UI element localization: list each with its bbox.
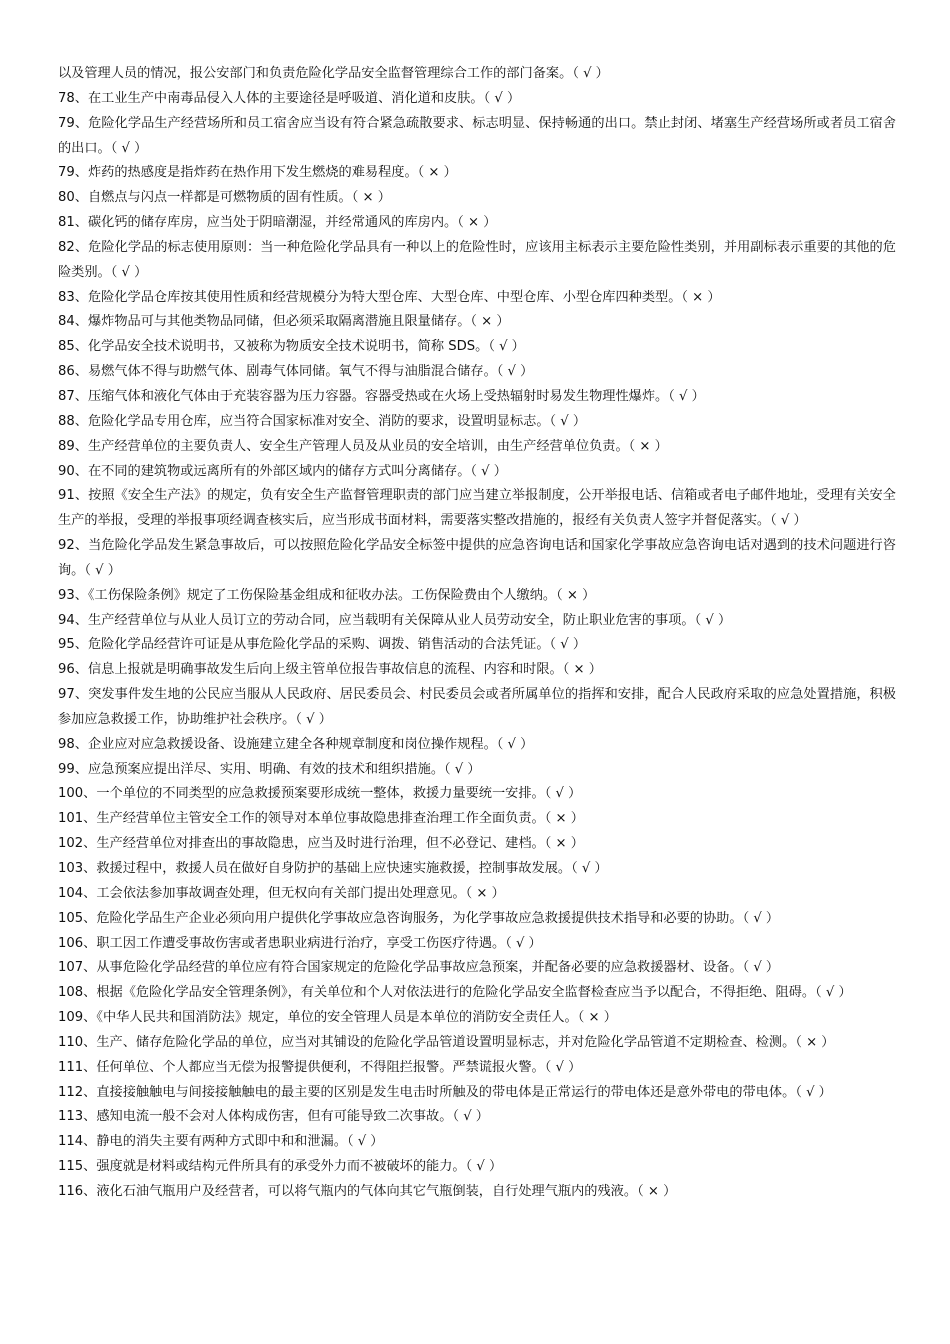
question-item: 以及管理人员的情况，报公安部门和负责危险化学品安全监督管理综合工作的部门备案。（ √ ） [58,66,609,81]
question-item: 78、在工业生产中南毒品侵入人体的主要途径是呼吸道、消化道和皮肤。（ √ ） [58,90,521,106]
question-item: 105、危险化学品生产企业必须向用户提供化学事故应急咨询服务，为化学事故应急救援提供技术指导和必要的协助。（ √ ） [58,910,780,926]
question-item: 109、《中华人民共和国消防法》规定，单位的安全管理人员是本单位的消防安全责任人。（ × ） [58,1010,617,1026]
question-item: 112、直接接触触电与间接接触触电的最主要的区别是发生电击时所触及的带电体是正常运行的带电体还是意外带电的带电体。（ √ ） [58,1084,832,1100]
question-item: 102、生产经营单位对排查出的事故隐患，应当及时进行治理，但不必登记、建档。（ × ） [58,836,584,852]
question-item: 88、危险化学品专用仓库，应当符合国家标准对安全、消防的要求，设置明显标志。（ √ ） [58,413,587,429]
question-item: 101、生产经营单位主管安全工作的领导对本单位事故隐患排查治理工作全面负责。（ × ） [58,811,584,827]
question-item: 90、在不同的建筑物或远离所有的外部区域内的储存方式叫分离储存。（ √ ） [58,463,507,479]
question-item: 85、化学品安全技术说明书，又被称为物质安全技术说明书，简称 SDS。（ √ ） [58,339,525,355]
question-item: 87、压缩气体和液化气体由于充装容器为压力容器。容器受热或在火场上受热辐射时易发生物理性爆炸。（ √ ） [58,388,705,404]
question-item: 97、突发事件发生地的公民应当服从人民政府、居民委员会、村民委员会或者所属单位的指挥和安排，配合人民政府采取的应急处置措施，积极参加应急救援工作，协助维护社会秩序。（ √ ） [58,687,896,727]
question-item: 98、企业应对应急救援设备、设施建立建全各种规章制度和岗位操作规程。（ √ ） [58,736,534,752]
question-item: 107、从事危险化学品经营的单位应有符合国家规定的危险化学品事故应急预案，并配备必要的应急救援器材、设备。（ √ ） [58,960,780,976]
question-item: 99、应急预案应提出洋尽、实用、明确、有效的技术和组织措施。（ √ ） [58,761,481,777]
question-item: 113、感知电流一般不会对人体构成伤害，但有可能导致二次事故。（ √ ） [58,1109,489,1125]
question-item: 92、当危险化学品发生紧急事故后，可以按照危险化学品安全标签中提供的应急咨询电话和国家化学事故应急咨询电话对遇到的技术问题进行咨询。（ √ ） [58,538,896,578]
question-item: 91、按照《安全生产法》的规定，负有安全生产监督管理职责的部门应当建立举报制度，公开举报电话、信箱或者电子邮件地址，受理有关安全生产的举报，受理的举报事项经调查核实后，应当形成书面材料，需要落实整改措施的，报经有关负责人签字并督促落实。（ √ ） [58,488,896,529]
document-page [58,62,896,1205]
question-item: 115、强度就是材料或结构元件所具有的承受外力而不被破坏的能力。（ √ ） [58,1159,503,1175]
question-item: 106、职工因工作遭受事故伤害或者患职业病进行治疗，享受工伤医疗待遇。（ √ ） [58,935,542,951]
question-item: 79、炸药的热感度是指炸药在热作用下发生燃烧的难易程度。（ × ） [58,165,457,181]
question-item: 84、爆炸物品可与其他类物品同储，但必须采取隔离潜施且限量储存。（ × ） [58,314,510,330]
question-item: 86、易燃气体不得与助燃气体、剧毒气体同储。氧气不得与油脂混合储存。（ √ ） [58,364,534,380]
question-item: 82、危险化学品的标志使用原则：当一种危险化学品具有一种以上的危险性时，应该用主标表示主要危险性类别，并用副标表示重要的其他的危险类别。（ √ ） [58,239,896,280]
question-item: 80、自燃点与闪点一样都是可燃物质的固有性质。（ × ） [58,190,391,206]
question-item: 103、救援过程中，救援人员在做好自身防护的基础上应快速实施救援，控制事故发展。（ √ ） [58,861,608,876]
question-item: 104、工会依法参加事故调查处理，但无权向有关部门提出处理意见。（ × ） [58,885,505,901]
question-item: 83、危险化学品仓库按其使用性质和经营规模分为特大型仓库、大型仓库、中型仓库、小型仓库四种类型。（ × ） [58,289,721,305]
question-item: 114、静电的消失主要有两种方式即中和和泄漏。（ √ ） [58,1134,384,1150]
question-item: 79、危险化学品生产经营场所和员工宿舍应当设有符合紧急疏散要求、标志明显、保持畅通的出口。禁止封闭、堵塞生产经营场所或者员工宿舍的出口。（ √ ） [58,115,896,156]
question-item: 94、生产经营单位与从业人员订立的劳动合同，应当载明有关保障从业人员劳动安全，防止职业危害的事项。（ √ ） [58,612,732,628]
question-item: 110、生产、储存危险化学品的单位，应当对其铺设的危险化学品管道设置明显标志，并对危险化学品管道不定期检查、检测。（ × ） [58,1034,835,1050]
question-item: 89、生产经营单位的主要负责人、安全生产管理人员及从业员的安全培训，由生产经营单位负责。（ × ） [58,438,668,454]
question-item: 108、根据《危险化学品安全管理条例》，有关单位和个人对依法进行的危险化学品安全监督检查应当予以配合，不得拒绝、阻碍。（ √ ） [58,985,852,1001]
question-item: 100、一个单位的不同类型的应急救援预案要形成统一整体，救援力量要统一安排。（ √ ） [58,786,582,802]
question-item: 111、任何单位、个人都应当无偿为报警提供便利，不得阻拦报警。严禁谎报火警。（ √ ） [58,1059,582,1075]
question-item: 95、危险化学品经营许可证是从事危险化学品的采购、调拨、销售活动的合法凭证。（ √ ） [58,637,587,653]
question-item: 81、碳化钙的储存库房，应当处于阴暗潮湿，并经常通风的库房内。（ × ） [58,215,497,231]
question-item: 93、《工伤保险条例》规定了工伤保险基金组成和征收办法。工伤保险费由个人缴纳。（ × ） [58,587,596,603]
question-item: 116、液化石油气瓶用户及经营者，可以将气瓶内的气体向其它气瓶倒装，自行处理气瓶内的残液。（ × ） [58,1183,677,1199]
question-item: 96、信息上报就是明确事故发生后向上级主管单位报告事故信息的流程、内容和时限。（ × ） [58,662,602,678]
